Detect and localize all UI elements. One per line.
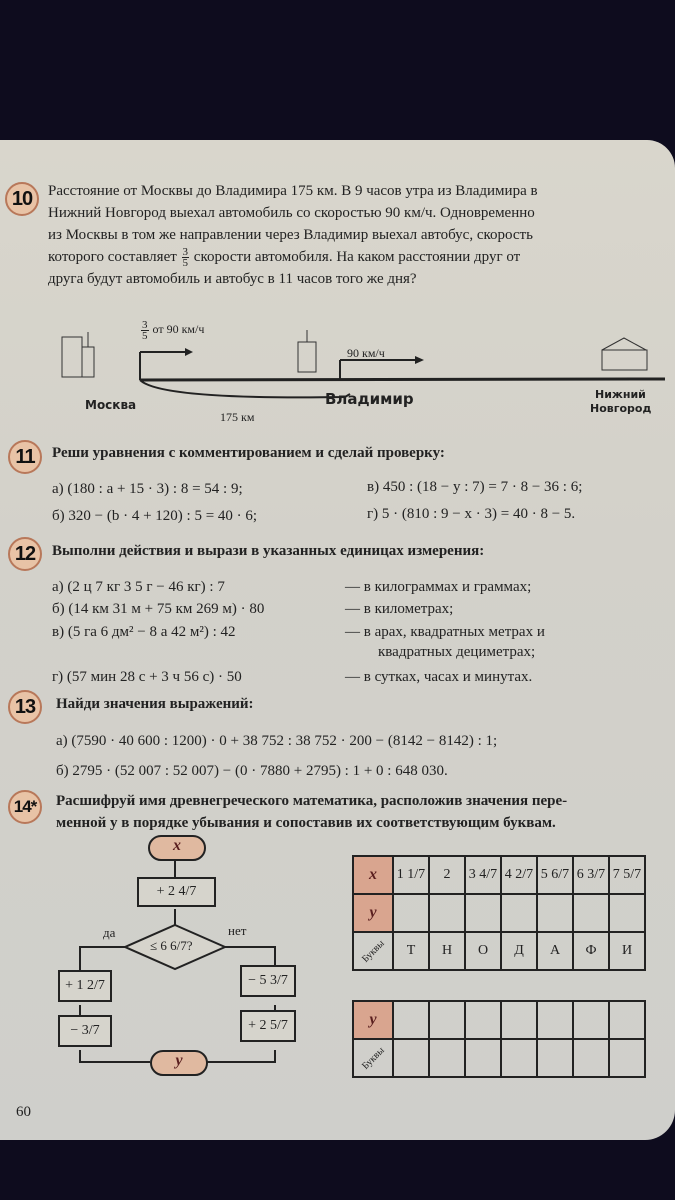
answer-cell[interactable] [393, 1039, 429, 1077]
answer-cell[interactable] [573, 1039, 609, 1077]
table-row-y: y [353, 1001, 645, 1039]
city-moscow: Москва [85, 398, 137, 412]
task-10-badge: 10 [5, 182, 39, 216]
answer-cell[interactable] [501, 1039, 537, 1077]
flowchart-no-label: нет [228, 923, 247, 938]
answer-cell[interactable] [465, 1039, 501, 1077]
route-diagram [50, 318, 670, 424]
task-12-item-g: г) (57 мин 28 с + 3 ч 56 с) · 50 [52, 669, 242, 685]
y-cell[interactable] [609, 894, 645, 932]
flowchart-start: x [148, 835, 206, 861]
page-number: 60 [16, 1104, 31, 1120]
y-cell[interactable] [573, 894, 609, 932]
task-11-item-b: б) 320 − (b · 4 + 120) : 5 = 40 · 6; [52, 508, 258, 524]
city-novgorod-2: Новгород [590, 402, 652, 415]
task-13-item-b: б) 2795 · (52 007 : 52 007) − (0 · 7880 + 2795) : 1 + 0 : 648 030. [56, 763, 448, 779]
task-12-item-a: а) (2 ц 7 кг 3 5 г − 46 кг) : 7 [52, 579, 225, 595]
moscow-icon [62, 332, 94, 377]
task-13-item-a: а) (7590 · 40 600 : 1200) · 0 + 38 752 : 38 752 · 200 − (8142 − 8142) : 1; [56, 733, 498, 749]
answer-cell[interactable] [537, 1001, 573, 1039]
table-row-x: x 1 1/7 2 3 4/7 4 2/7 5 6/7 6 3/7 7 5/7 [353, 856, 645, 894]
vladimir-church-icon [298, 330, 316, 372]
flowchart-no-step1: − 5 3/7 [240, 965, 296, 997]
bus-speed-label: $\frac{3}{5}$ от 90 км/ч [142, 318, 205, 342]
table-row-y: y [353, 894, 645, 932]
task-10-text: Расстояние от Москвы до Владимира 175 км. В 9 часов утра из Владимира в Нижний Новгород выехал автомобиль со скоростью 90 км/ч. Одновременно из Москвы в том же направлении через Владимир выехал автобус, скорость которого составляет $\frac{3}{5}$ скорости автомобиля. На каком расстоянии друг от друга будут автомобиль и автобус в 11 часов того же дня? [48, 183, 538, 288]
task-12-unit-a: — в килограммах и граммах; [345, 579, 532, 595]
flowchart-step-add: + 2 4/7 [137, 877, 216, 907]
task-12-item-v: в) (5 га 6 дм² − 8 а 42 м²) : 42 [52, 624, 236, 640]
table-row-letters: Буквы Т Н О Д А Ф И [353, 932, 645, 970]
task-11-prompt: Реши уравнения с комментированием и сделай проверку: [52, 445, 445, 461]
task-12-prompt: Выполни действия и вырази в указанных единицах измерения: [52, 543, 485, 559]
flowchart-end: y [150, 1050, 208, 1076]
table-row-letters: Буквы [353, 1039, 645, 1077]
city-vladimir: Владимир [325, 390, 414, 408]
answer-cell[interactable] [393, 1001, 429, 1039]
task-13-prompt: Найди значения выражений: [56, 696, 254, 712]
task-12-unit-v2: квадратных дециметрах; [378, 644, 536, 660]
answer-cell[interactable] [465, 1001, 501, 1039]
city-novgorod-1: Нижний [595, 388, 646, 401]
answer-cell[interactable] [537, 1039, 573, 1077]
flowchart-yes-step1: + 1 2/7 [58, 970, 112, 1002]
table-x-y-letters [352, 855, 646, 971]
fraction: $\frac{3}{5}$ [182, 246, 189, 270]
task-11-item-v: в) 450 : (18 − y : 7) = 7 · 8 − 36 : 6; [367, 479, 583, 495]
flowchart-no-step2: + 2 5/7 [240, 1010, 296, 1042]
answer-cell[interactable] [609, 1039, 645, 1077]
answer-cell[interactable] [501, 1001, 537, 1039]
car-speed-label: 90 км/ч [347, 346, 385, 360]
table-answer [352, 1000, 646, 1078]
flowchart-condition: ≤ 6 6/7? [150, 938, 193, 953]
novgorod-icon [602, 338, 647, 370]
y-cell[interactable] [501, 894, 537, 932]
y-cell[interactable] [393, 894, 429, 932]
task-12-badge: 12 [8, 537, 42, 571]
y-cell[interactable] [537, 894, 573, 932]
y-cell[interactable] [429, 894, 465, 932]
task-12-unit-b: — в километрах; [345, 601, 454, 617]
task-11-badge: 11 [8, 440, 42, 474]
answer-cell[interactable] [609, 1001, 645, 1039]
y-cell[interactable] [465, 894, 501, 932]
answer-cell[interactable] [429, 1039, 465, 1077]
flowchart-yes-step2: − 3/7 [58, 1015, 112, 1047]
task-12-item-b: б) (14 км 31 м + 75 км 269 м) · 80 [52, 601, 265, 617]
task-14-text: Расшифруй имя древнегреческого математика, расположив значения пере- менной y в порядке убывания и сопоставив их соответствующим буквам. [56, 793, 568, 831]
task-11-item-a: а) (180 : a + 15 · 3) : 8 = 54 : 9; [52, 481, 243, 497]
task-14-badge: 14* [8, 790, 42, 824]
answer-cell[interactable] [429, 1001, 465, 1039]
task-12-unit-g: — в сутках, часах и минутах. [345, 669, 533, 685]
distance-label: 175 км [220, 410, 255, 424]
flowchart-yes-label: да [103, 925, 116, 940]
task-11-item-g: г) 5 · (810 : 9 − x · 3) = 40 · 8 − 5. [367, 506, 576, 522]
task-12-unit-v: — в арах, квадратных метрах и [345, 624, 545, 640]
task-13-badge: 13 [8, 690, 42, 724]
answer-cell[interactable] [573, 1001, 609, 1039]
